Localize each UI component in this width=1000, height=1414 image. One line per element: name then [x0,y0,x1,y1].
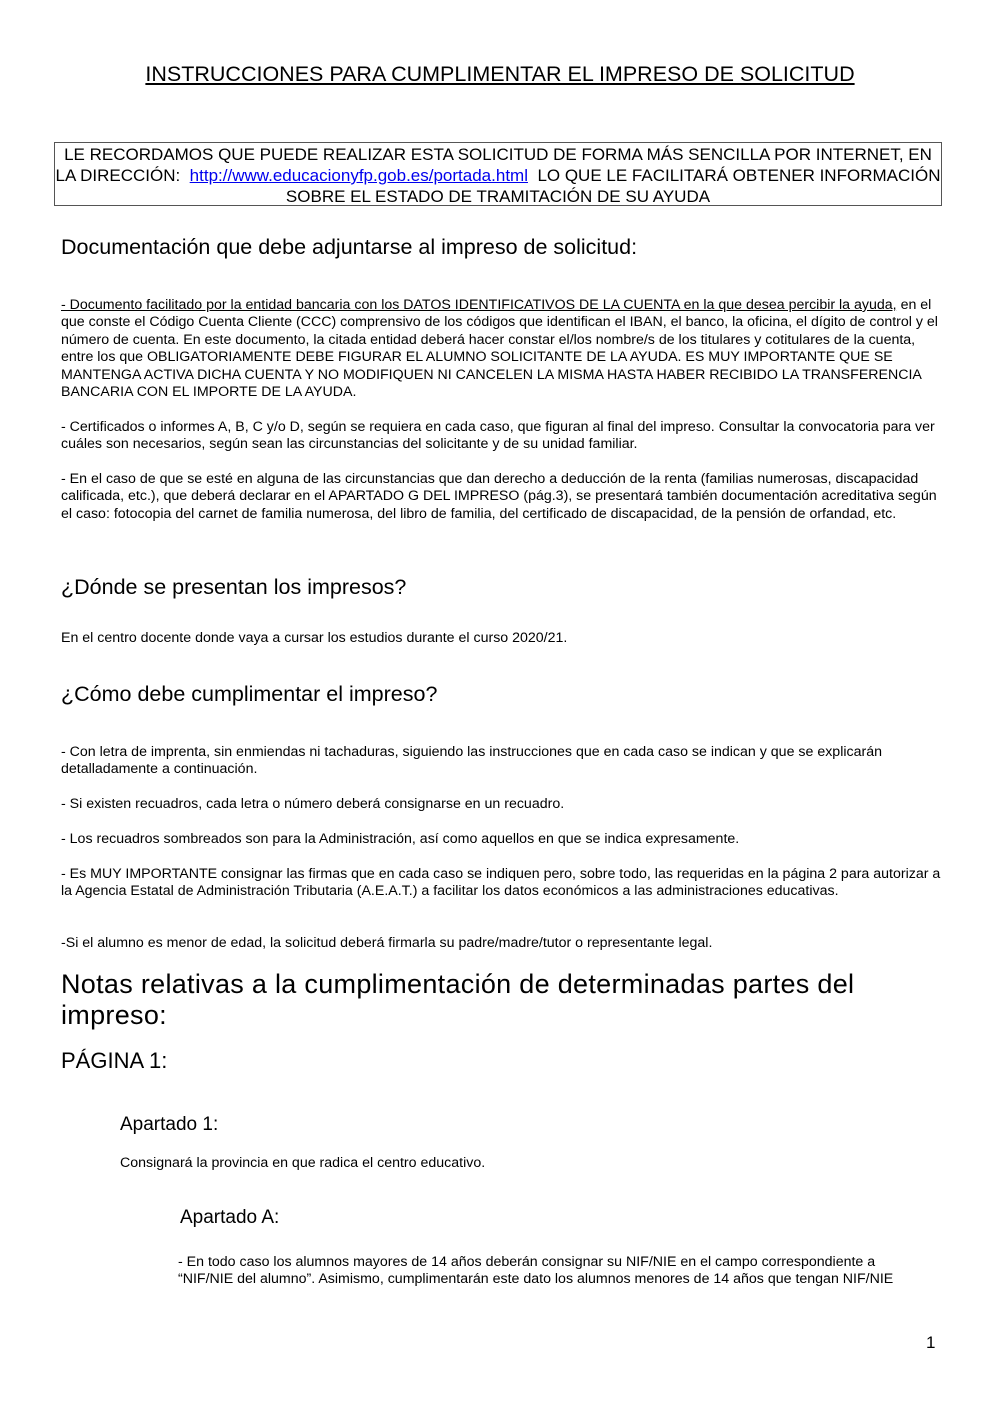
apartado-a-text: - En todo caso los alumnos mayores de 14 años deberán consignar su NIF/NIE en el campo correspondiente a “NIF/NIE del alumno”. Asimismo, cumplimentarán este dato los alumnos menores de 14 años que tengan NIF/NIE [178,1254,894,1288]
paragraph-text: en el que conste el Código Cuenta Cliente (CCC) comprensivo de los códigos que identifican el IBAN, el banco, la oficina, el dígito de control y el número de cuenta. En este documento, la citada entidad deberá hacer constar el/los nombre/s de los titulares y cotitulares de la cuenta, entre los que OBLIGATORIAMENTE DEBE FIGURAR EL ALUMNO SOLICITANTE DE LA AYUDA. ES MUY IMPORTANTE QUE SE MANTENGA ACTIVA DICHA CUENTA Y NO MODIFIQUEN NI CANCELEN LA MISMA HASTA HABER RECIBIDO LA TRANSFERENCIA BANCARIA CON EL IMPORTE DE LA AYUDA. [61,297,938,401]
underlined-text: - Documento facilitado por la entidad bancaria con los DATOS IDENTIFICATIVOS DE LA CUENTA en la que desea percibir la ayuda, [61,297,897,313]
paragraph-como-5: -Si el alumno es menor de edad, la solicitud deberá firmarla su padre/madre/tutor o representante legal. [61,935,713,951]
notice-text-after: LO QUE LE FACILITARÁ OBTENER INFORMACIÓN SOBRE EL ESTADO DE TRAMITACIÓN DE SU AYUDA [285,166,941,206]
paragraph-como-4: - Es MUY IMPORTANTE consignar las firmas que en cada caso se indiquen pero, sobre todo, las requeridas en la página 2 para autorizar a la Agencia Estatal de Administración Tributaria (A.E.A.T.) a facilitar los datos económicos a las administraciones educativas. [61,866,941,900]
section-heading-donde: ¿Dónde se presentan los impresos? [61,575,407,599]
section-heading-documentacion: Documentación que debe adjuntarse al impreso de solicitud: [61,235,638,259]
page-number: 1 [926,1333,936,1352]
notice-text: LE RECORDAMOS QUE PUEDE REALIZAR ESTA SOLICITUD DE FORMA MÁS SENCILLA POR INTERNET, EN LA DIRECCIÓN: [55,145,932,185]
apartado-a-heading: Apartado A: [180,1207,280,1228]
online-notice-box [54,142,942,206]
paragraph-como-3: - Los recuadros sombreados son para la Administración, así como aquellos en que se indica expresamente. [61,831,740,847]
paragraph-como-2: - Si existen recuadros, cada letra o número deberá consignarse en un recuadro. [61,796,565,812]
apartado-1-heading: Apartado 1: [120,1114,219,1135]
paragraph-como-1: - Con letra de imprenta, sin enmiendas ni tachaduras, siguiendo las instrucciones que en cada caso se indican y que se explicarán detalladamente a continuación. [61,744,882,778]
apartado-1-text: Consignará la provincia en que radica el centro educativo. [120,1155,486,1171]
paragraph-deduccion: - En el caso de que se esté en alguna de las circunstancias que dan derecho a deducción de la renta (familias numerosas, discapacidad calificada, etc.), que deberá declarar en el APARTADO G DEL IMPRESO (pág.3), se presentará también documentación acreditativa según el caso: fotocopia del carnet de familia numerosa, del libro de familia, del certificado de discapacidad, de la pensión de orfandad, etc. [61,471,937,522]
paragraph-bank-document [61,297,941,401]
section-heading-notas: Notas relativas a la cumplimentación de determinadas partes del impreso: [61,969,855,1030]
page-1-heading: PÁGINA 1: [61,1048,168,1073]
section-heading-como: ¿Cómo debe cumplimentar el impreso? [61,682,438,706]
portal-link[interactable]: http://www.educacionyfp.gob.es/portada.html [189,166,528,185]
document-title: INSTRUCCIONES PARA CUMPLIMENTAR EL IMPRESO DE SOLICITUD [145,62,855,86]
paragraph-certificados: - Certificados o informes A, B, C y/o D, según se requiera en cada caso, que figuran al final del impreso. Consultar la convocatoria para ver cuáles son necesarios, según sean las circunstancias del solicitante y de su unidad familiar. [61,419,935,453]
paragraph-donde: En el centro docente donde vaya a cursar los estudios durante el curso 2020/21. [61,630,568,646]
